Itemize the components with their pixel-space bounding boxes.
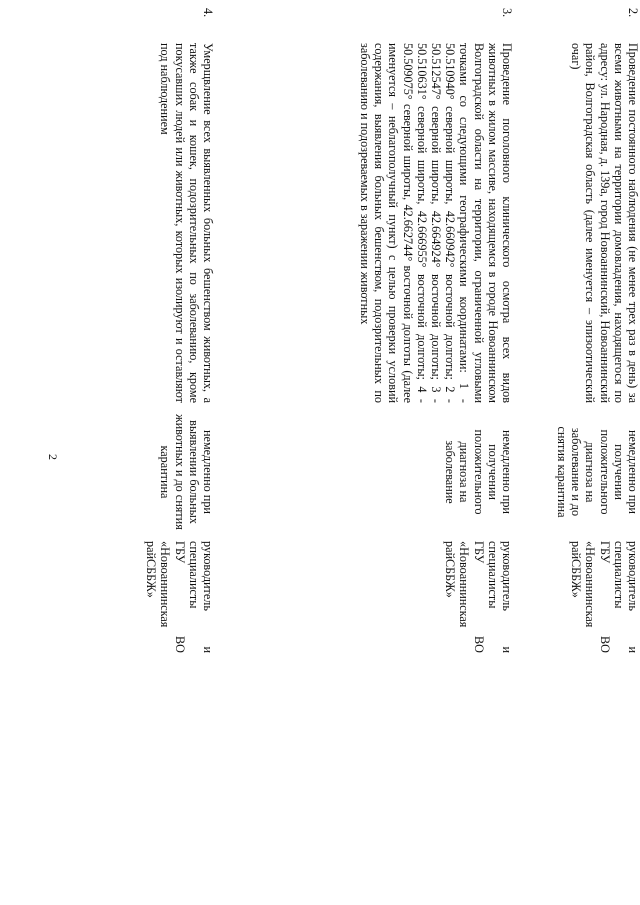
- responsible-text: [569, 541, 640, 653]
- responsible-line-3: райСББЖ»: [144, 541, 159, 598]
- responsible-line-1: руководитель и специалисты: [186, 541, 215, 653]
- action-text: Проведение поголовного клинического осмотра всех видов животных в жилом массиве, находящемся в городе Новоаннинском Волгоградской области на территории, ограниченной угловыми точками со следующими географическими координатами: 1 - 50.510940° северной широты, 42.660942° восточной долготы; 2 - 50.512547° северной широты, 42.664924° восточной долготы; 3 - 50.510631° северной широты, 42.666955° восточной долготы; 4 - 50.509075° северной широты, 42.662744° восточной долготы (далее именуется – неблагополучный пункт) с целью проверки условий содержания, выявления больных бешенством, подозрительных по заболеванию и подозреваемых в заражении животных: [357, 43, 514, 403]
- responsible-text: [443, 541, 514, 653]
- row-number: 2.: [626, 8, 640, 18]
- responsible-line-3: райСББЖ»: [569, 541, 584, 598]
- responsible-line-1: руководитель и специалисты: [485, 541, 514, 653]
- page-number: 2: [46, 454, 60, 460]
- responsible-line-3: райСББЖ»: [443, 541, 458, 598]
- row-number: 3.: [500, 8, 514, 18]
- responsible-line-2: ГБУ ВО «Новоаннинская: [583, 541, 612, 653]
- action-text: Умерщвление всех выявленных больных бешенством животных, а также собак и кошек, подозрительных по заболеванию, кроме покусавших людей или животных, которых изолируют и оставляют под наблюдением: [158, 43, 215, 403]
- responsible-line-2: ГБУ ВО «Новоаннинская: [457, 541, 486, 653]
- row-number: 4.: [201, 8, 215, 18]
- responsible-line-1: руководитель и специалисты: [611, 541, 640, 653]
- responsible-text: [144, 541, 215, 653]
- deadline-text: немедленно при выявлении больных животных и до снятия карантина: [158, 414, 215, 530]
- deadline-text: немедленно при получении положительного диагноза на заболевание и до снятия карантина: [554, 426, 640, 518]
- action-text: Проведение постоянного наблюдения (не менее трех раз в день) за всеми животными на территории домовладения, находящегося по адресу: ул. Народная, д. 139а, город Новоаннинский, Новоаннинский район, Волгоградская область (далее именуется – эпизоотический очаг): [569, 43, 640, 403]
- deadline-text: немедленно при получении положительного диагноза на заболевание: [443, 429, 514, 515]
- responsible-line-2: ГБУ ВО «Новоаннинская: [158, 541, 187, 653]
